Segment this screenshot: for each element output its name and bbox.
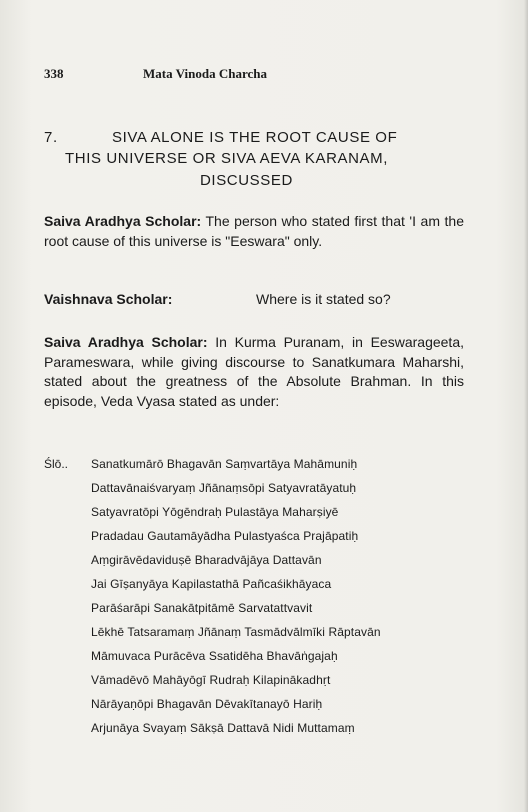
speaker-vaishnava: Vaishnava Scholar:: [44, 291, 173, 307]
saiva-speech-1: The person who stated first that 'I am the root cause of this universe is "Eeswara" only.: [44, 213, 464, 249]
vaishnava-speech-1: Where is it stated so?: [256, 291, 391, 307]
verse-line-7: Parāśarāpi Sanakātpitāmē Sarvatattvavit: [91, 601, 313, 615]
verse-line-5: Aṃgirāvēdaviduṣē Bharadvājāya Dattavān: [91, 553, 322, 567]
book-title: Mata Vinoda Charcha: [143, 66, 267, 81]
chapter-number: 7.: [44, 129, 58, 146]
page-number: 338: [44, 66, 64, 81]
vaishnava-paragraph-1: [44, 291, 474, 311]
page-edge-shadow: [524, 0, 528, 812]
sloka-marker: Ślō..: [44, 457, 69, 471]
saiva-paragraph-1: [44, 212, 464, 251]
verse-line-12: Arjunāya Svayaṃ Sākṣā Dattavā Nidi Muttamaṃ: [91, 721, 355, 735]
verse-line-6: Jai Gīṣanyāya Kapilastathā Pañcaśikhāyaca: [91, 577, 332, 591]
verse-line-1: Sanatkumārō Bhagavān Saṃvartāya Mahāmuniḥ: [91, 457, 358, 471]
verse-line-8: Lēkhē Tatsaramaṃ Jñānaṃ Tasmādvālmīki Rāptavān: [91, 625, 381, 639]
verse-line-4: Pradadau Gautamāyādha Pulastyaśca Prajāpatiḥ: [91, 529, 359, 543]
saiva-speech-2: In Kurma Puranam, in Eeswarageeta, Parameswara, while giving discourse to Sanatkumara Maharshi, stated about the greatness of the Absolute Brahman. In this episode, Veda Vyasa stated as under:: [44, 334, 464, 409]
speaker-saiva-2: Saiva Aradhya Scholar:: [44, 334, 208, 350]
verse-line-10: Vāmadēvō Mahāyōgī Rudraḥ Kilapinākadhṛt: [91, 673, 331, 687]
verse-line-2: Dattavānaiśvaryaṃ Jñānaṃsōpi Satyavratāyatuḥ: [91, 481, 357, 495]
verse-line-9: Māmuvaca Purācēva Ssatidēha Bhavāṅgajaḥ: [91, 649, 338, 663]
verse-line-3: Satyavratōpi Yōgēndraḥ Pulastāya Maharṣiyē: [91, 505, 339, 519]
chapter-title-line-2: THIS UNIVERSE OR SIVA AEVA KARANAM,: [65, 150, 389, 167]
saiva-paragraph-2: [44, 333, 464, 411]
chapter-title-line-1: SIVA ALONE IS THE ROOT CAUSE OF: [112, 129, 398, 146]
speaker-saiva: Saiva Aradhya Scholar:: [44, 213, 202, 229]
verse-line-11: Nārāyaṇōpi Bhagavān Dēvakītanayō Hariḥ: [91, 697, 323, 711]
chapter-title-line-3: DISCUSSED: [200, 172, 293, 189]
running-head: [44, 66, 484, 84]
